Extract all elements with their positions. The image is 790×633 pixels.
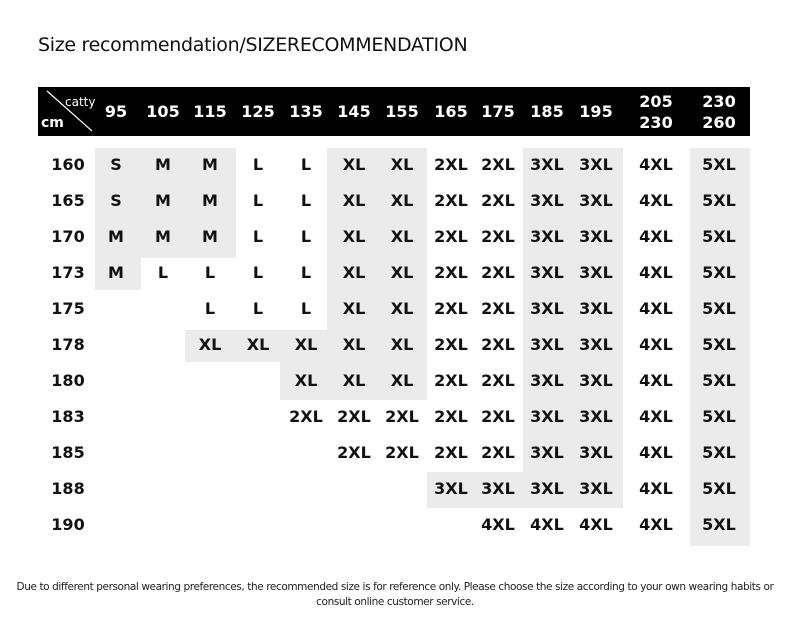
size-cell: 2XL: [434, 443, 468, 462]
size-cell: 3XL: [434, 479, 468, 498]
size-cell: XL: [246, 335, 270, 354]
height-label: 188: [51, 479, 85, 498]
size-cell: 2XL: [337, 443, 371, 462]
weight-range-start: 95: [104, 102, 128, 121]
size-cell: 3XL: [530, 155, 564, 174]
size-cell: 3XL: [530, 227, 564, 246]
weight-column-header: [523, 87, 571, 136]
size-cell: 3XL: [579, 443, 613, 462]
size-cell: L: [300, 191, 312, 210]
table-header: [38, 87, 750, 136]
size-cell: XL: [342, 155, 366, 174]
weight-column-header: [235, 87, 282, 136]
weight-unit-label: catty: [65, 95, 96, 109]
weight-column-header: [689, 87, 749, 136]
size-cell: 4XL: [579, 515, 613, 534]
size-cell: XL: [390, 335, 414, 354]
size-cell: XL: [342, 371, 366, 390]
size-cell: L: [252, 227, 264, 246]
weight-column-header: [427, 87, 475, 136]
size-cell: 4XL: [639, 335, 673, 354]
size-cell: L: [300, 263, 312, 282]
size-cell: 5XL: [702, 335, 736, 354]
size-cell: XL: [294, 371, 318, 390]
height-unit-label: cm: [41, 115, 64, 131]
weight-column-header: [140, 87, 187, 136]
size-cell: 5XL: [702, 191, 736, 210]
size-cell: 3XL: [530, 443, 564, 462]
size-cell: 4XL: [481, 515, 515, 534]
size-cell: 4XL: [639, 227, 673, 246]
weight-range-start: 195: [579, 102, 613, 121]
size-cell: 3XL: [530, 407, 564, 426]
size-cell: L: [300, 227, 312, 246]
size-cell: XL: [390, 155, 414, 174]
size-cell: XL: [390, 263, 414, 282]
weight-range-end: 230: [639, 112, 673, 132]
size-cell: 2XL: [481, 371, 515, 390]
size-cell: 3XL: [579, 407, 613, 426]
size-cell: 2XL: [481, 299, 515, 318]
size-cell: XL: [198, 335, 222, 354]
size-cell: 2XL: [481, 263, 515, 282]
size-cell: 5XL: [702, 299, 736, 318]
height-label: 183: [51, 407, 85, 426]
size-cell: L: [252, 299, 264, 318]
size-cell: 2XL: [434, 227, 468, 246]
size-cell: 4XL: [639, 263, 673, 282]
size-cell: 4XL: [639, 299, 673, 318]
weight-range-start: 135: [289, 102, 323, 121]
size-cell: 5XL: [702, 515, 736, 534]
size-cell: 3XL: [579, 479, 613, 498]
size-cell: 3XL: [530, 479, 564, 498]
size-cell: 3XL: [481, 479, 515, 498]
size-cell: 3XL: [579, 155, 613, 174]
size-cell: L: [300, 155, 312, 174]
weight-range-end: 260: [702, 112, 736, 132]
size-cell: 3XL: [530, 335, 564, 354]
size-cell: L: [204, 299, 216, 318]
size-cell: 2XL: [434, 407, 468, 426]
size-cell: M: [155, 227, 171, 246]
weight-column-header: [627, 87, 685, 136]
size-cell: 4XL: [530, 515, 564, 534]
size-cell: XL: [390, 227, 414, 246]
size-cell: 5XL: [702, 443, 736, 462]
size-cell: XL: [342, 335, 366, 354]
size-cell: 2XL: [289, 407, 323, 426]
height-label: 180: [51, 371, 85, 390]
weight-range-start: 155: [385, 102, 419, 121]
size-cell: 5XL: [702, 263, 736, 282]
size-cell: XL: [342, 263, 366, 282]
size-cell: S: [110, 191, 122, 210]
size-cell: 3XL: [530, 299, 564, 318]
size-cell: 5XL: [702, 155, 736, 174]
size-cell: 2XL: [434, 263, 468, 282]
size-cell: 3XL: [579, 191, 613, 210]
weight-column-header: [187, 87, 234, 136]
weight-range-start: 185: [530, 102, 564, 121]
size-cell: L: [204, 263, 216, 282]
size-cell: 2XL: [434, 335, 468, 354]
size-cell: M: [155, 155, 171, 174]
weight-range-start: 125: [241, 102, 275, 121]
size-cell: 4XL: [639, 479, 673, 498]
size-cell: 2XL: [434, 299, 468, 318]
weight-range-start: 105: [146, 102, 180, 121]
weight-column-header: [475, 87, 522, 136]
size-cell: 2XL: [481, 335, 515, 354]
weight-range-start: 230: [702, 91, 736, 111]
size-cell: 2XL: [434, 371, 468, 390]
size-cell: L: [252, 263, 264, 282]
weight-column-header: [572, 87, 620, 136]
weight-column-header: [378, 87, 426, 136]
size-cell: 3XL: [579, 227, 613, 246]
size-cell: S: [110, 155, 122, 174]
weight-column-header: [93, 87, 139, 136]
size-cell: M: [108, 263, 124, 282]
height-label: 178: [51, 335, 85, 354]
size-cell: 3XL: [579, 371, 613, 390]
size-cell: 5XL: [702, 227, 736, 246]
size-cell: XL: [294, 335, 318, 354]
size-cell: L: [157, 263, 169, 282]
size-cell: 4XL: [639, 371, 673, 390]
size-cell: XL: [342, 299, 366, 318]
size-cell: 2XL: [385, 407, 419, 426]
height-label: 190: [51, 515, 85, 534]
size-cell: L: [300, 299, 312, 318]
size-cell: 2XL: [434, 191, 468, 210]
size-cell: 3XL: [579, 263, 613, 282]
weight-column-header: [283, 87, 330, 136]
height-label: 185: [51, 443, 85, 462]
size-cell: 2XL: [337, 407, 371, 426]
size-cell: 5XL: [702, 407, 736, 426]
weight-range-start: 145: [337, 102, 371, 121]
size-cell: XL: [390, 299, 414, 318]
height-label: 160: [51, 155, 85, 174]
height-label: 170: [51, 227, 85, 246]
size-cell: L: [252, 155, 264, 174]
size-cell: 3XL: [530, 371, 564, 390]
height-label: 173: [51, 263, 85, 282]
page-title: Size recommendation/SIZERECOMMENDATION: [38, 34, 468, 56]
size-cell: 4XL: [639, 515, 673, 534]
header-corner-cell: [38, 87, 95, 136]
size-cell: 3XL: [530, 191, 564, 210]
size-cell: M: [202, 191, 218, 210]
weight-range-start: 205: [639, 91, 673, 111]
weight-range-start: 175: [481, 102, 515, 121]
size-cell: 4XL: [639, 155, 673, 174]
size-cell: 2XL: [481, 155, 515, 174]
height-label: 175: [51, 299, 85, 318]
size-cell: 5XL: [702, 371, 736, 390]
size-cell: XL: [390, 191, 414, 210]
size-cell: 3XL: [530, 263, 564, 282]
disclaimer-note: Due to different personal wearing preferences, the recommended size is for reference only. Please choose the size according to your own wearing habits or consult online customer service.: [16, 581, 774, 608]
size-cell: L: [252, 191, 264, 210]
size-cell: 4XL: [639, 407, 673, 426]
size-cell: 2XL: [434, 155, 468, 174]
size-cell: 5XL: [702, 479, 736, 498]
size-cell: XL: [342, 191, 366, 210]
size-cell: M: [202, 227, 218, 246]
size-cell: M: [155, 191, 171, 210]
size-cell: M: [108, 227, 124, 246]
weight-range-start: 165: [434, 102, 468, 121]
size-cell: M: [202, 155, 218, 174]
size-cell: XL: [390, 371, 414, 390]
height-label: 165: [51, 191, 85, 210]
weight-column-header: [330, 87, 378, 136]
size-cell: 2XL: [385, 443, 419, 462]
weight-range-start: 115: [193, 102, 227, 121]
size-cell: 4XL: [639, 443, 673, 462]
size-cell: 3XL: [579, 299, 613, 318]
size-cell: XL: [342, 227, 366, 246]
size-cell: 2XL: [481, 443, 515, 462]
size-cell: 4XL: [639, 191, 673, 210]
size-cell: 3XL: [579, 335, 613, 354]
size-cell: 2XL: [481, 227, 515, 246]
size-cell: 2XL: [481, 191, 515, 210]
size-cell: 2XL: [481, 407, 515, 426]
